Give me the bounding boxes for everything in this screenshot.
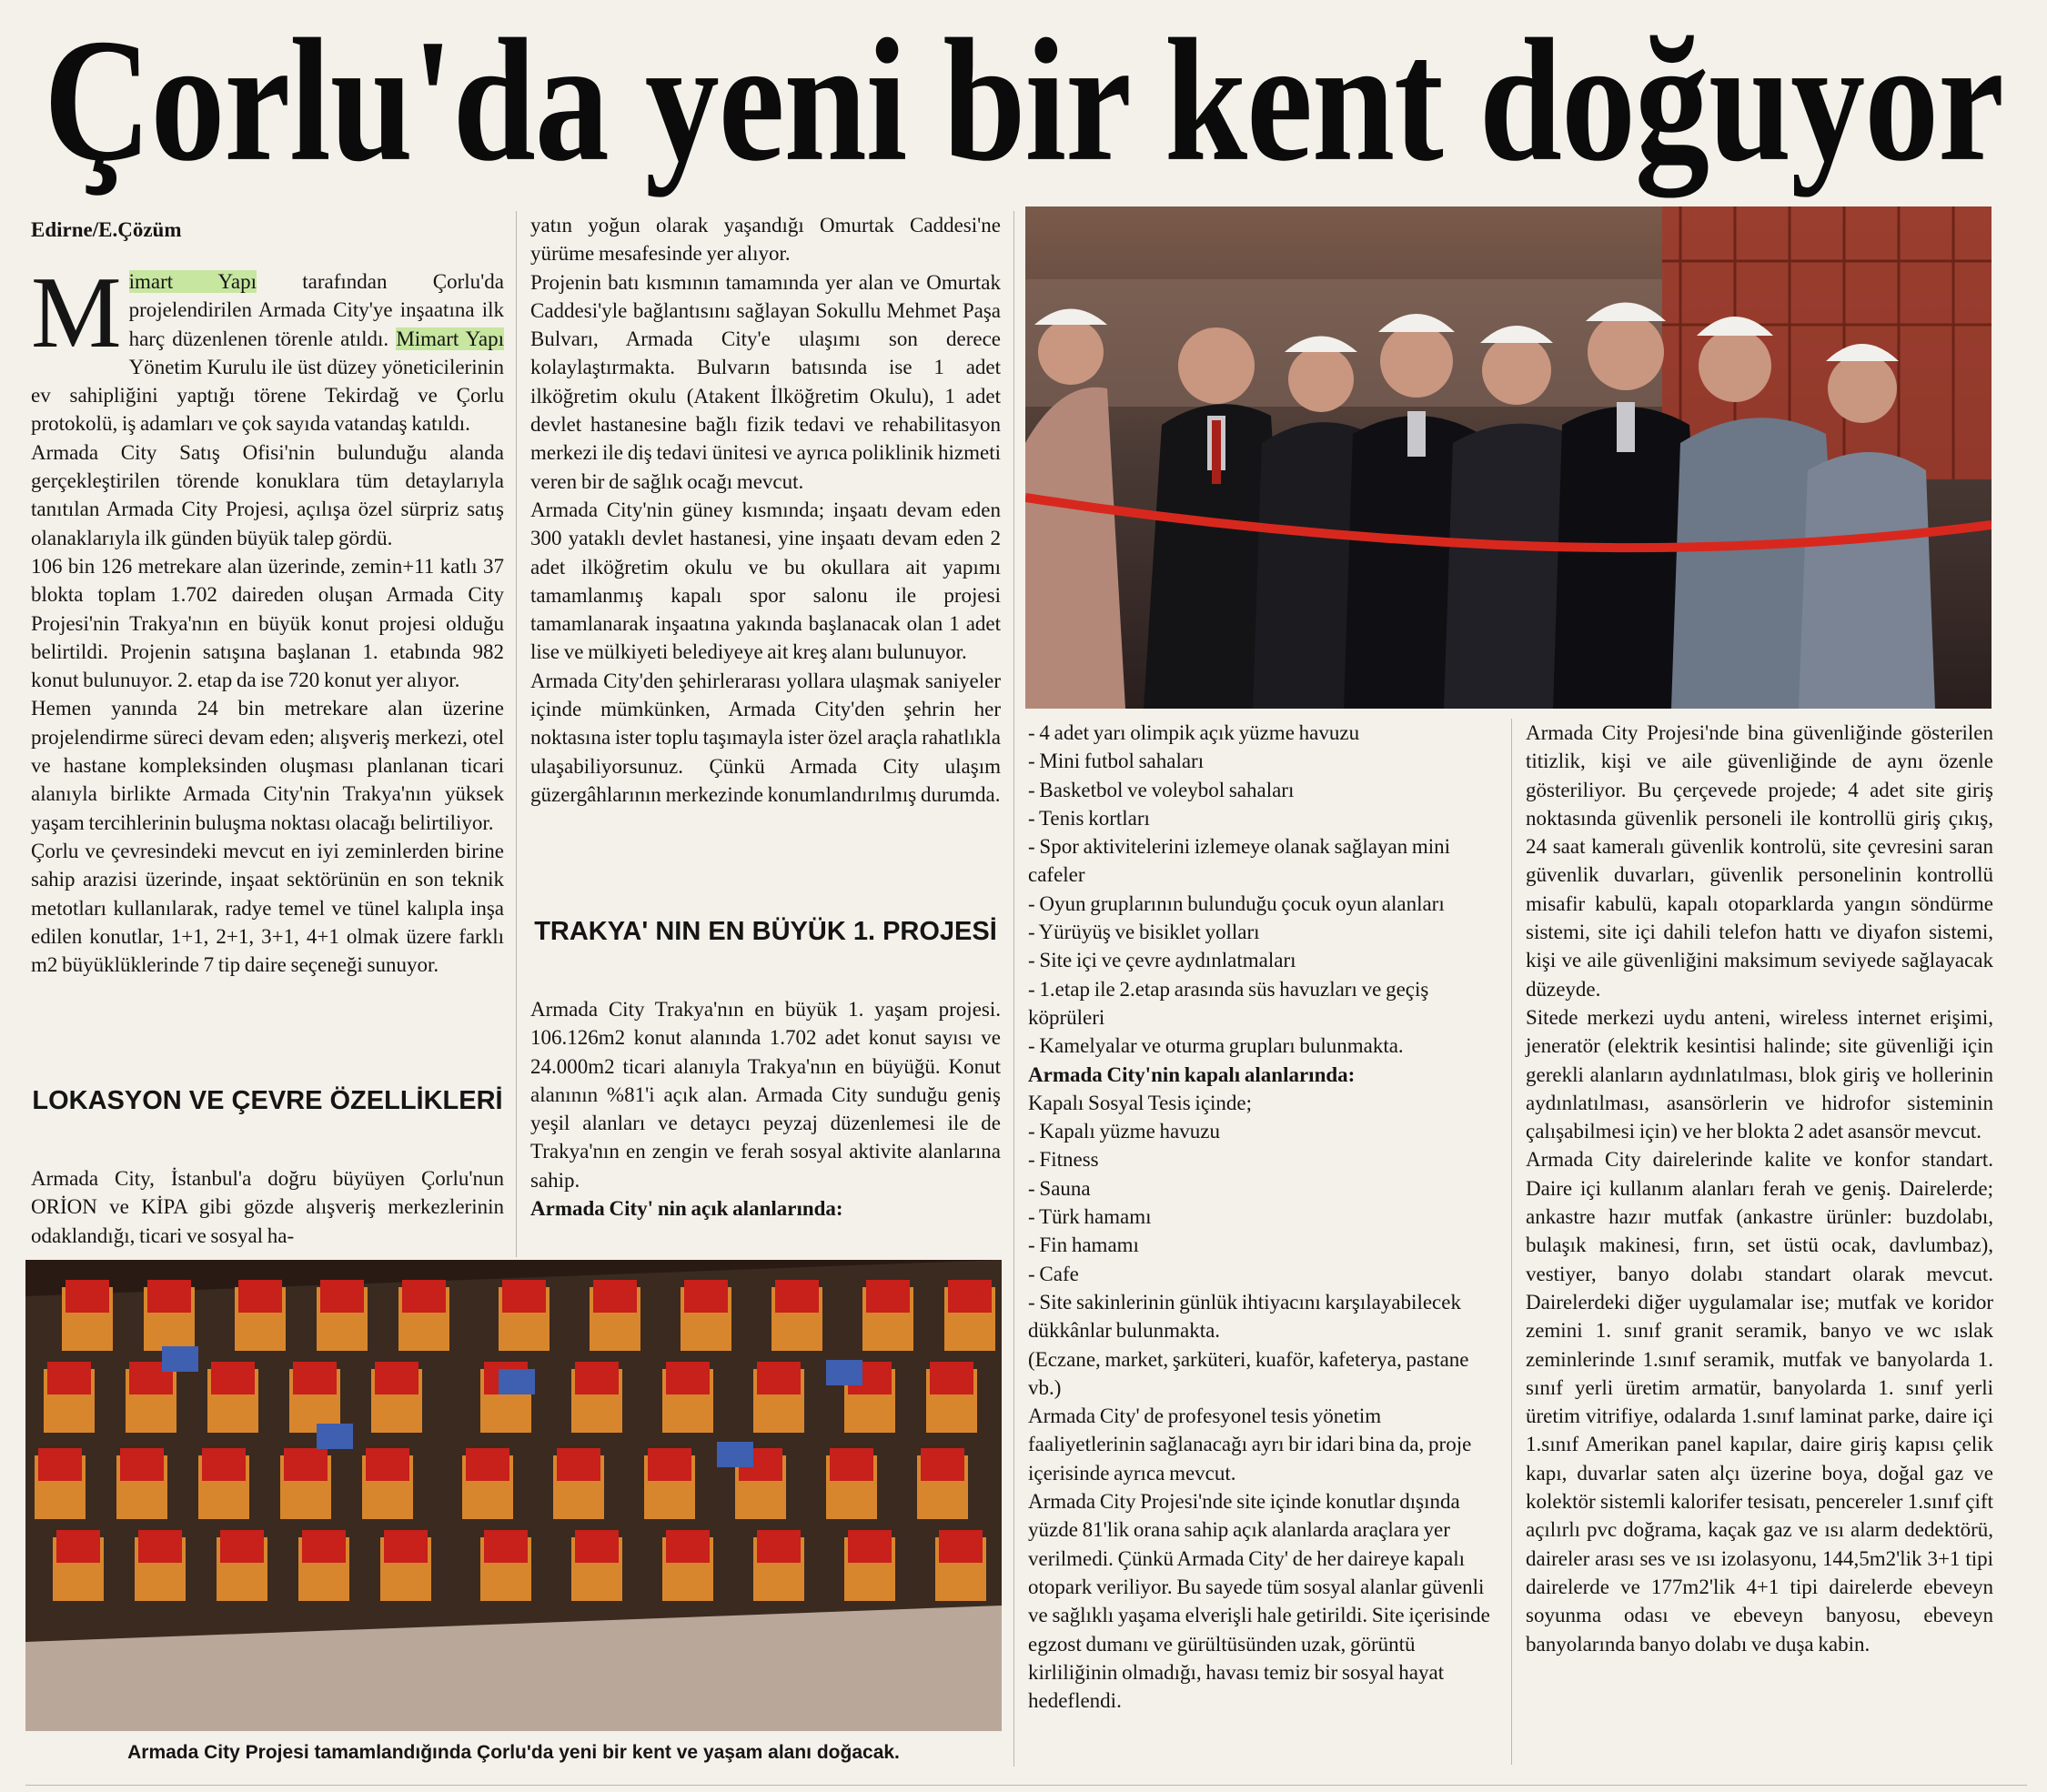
column-divider [1013,211,1014,1767]
pool [499,1369,535,1394]
paragraph: Sitede merkezi uydu anteni, wireless internet erişimi, jeneratör (elektrik kesintisi halinde; site güvenliği için gerekli alanların aydınlatılması, blok giriş ve hollerinin aydınlatılması, asansörlerin ve hidrofor sisteminin çalışabilmesi için) ve her blokta 2 adet asansör mevcut. [1526,1005,1993,1143]
subhead-location: LOKASYON VE ÇEVRE ÖZELLİKLERİ [32,1086,503,1115]
list-item: - Kapalı yüzme havuzu [1028,1120,1220,1143]
building-roof [684,1280,728,1313]
article-column-2-continued [530,995,1001,1223]
list-item: - Fitness [1028,1148,1099,1172]
paragraph: Armada City'den şehirlerarası yollara ulaşmak saniyeler içinde mümkünken, Armada City'den şehrin her noktasına ister toplu taşımayla ister özel araçla rahatlıkla ulaşabiliyorsunuz. Çünkü Armada City ulaşım güzergâhlarının merkezinde konumlandırılmış durumda. [530,669,1001,806]
building-roof [648,1448,691,1481]
paragraph: Armada City'nin güney kısmında; inşaatı devam eden 300 yataklı devlet hastanesi, yine inşaatı devam eden 2 adet ilköğretim okulu ve bu okullara ait yapımı tamamlanmış kapalı spor salonu ile projesi tamamlanarak inşaatına yakında başlanacak olan 1 adet lise ve mülkiyeti belediyeye ait kreş alanı bulunuyor. [530,498,1001,664]
column-divider [1511,719,1512,1765]
closed-areas-intro: Kapalı Sosyal Tesis içinde; [1028,1091,1253,1114]
building-roof [593,1280,637,1313]
building-roof [866,1280,910,1313]
list-item: - Cafe [1028,1262,1079,1285]
ceremony-photo [1025,206,1992,709]
list-item: - Kamelyalar ve oturma grupları bulunmakta. [1028,1034,1404,1058]
building-roof [138,1530,182,1563]
building-roof [202,1448,246,1481]
building-roof [757,1362,801,1394]
building-roof [238,1280,282,1313]
pool [717,1442,753,1467]
pool [317,1424,353,1449]
paragraph: Armada City Trakya'nın en büyük 1. yaşam projesi. 106.126m2 konut alanında 1.702 adet konut sayısı ve 24.000m2 ticari alanıyla Trakya'nın en büyüğü. Konut alanının %81'i açık alan. Armada City sunduğu geniş yeşil alanları ve detaycı peyzaj düzenlemesi ile de Trakya'nın en zengin ve ferah sosyal aktivite alanlarına sahip. [530,998,1001,1192]
list-item: - Spor aktivitelerini izlemeye olanak sağlayan mini cafeler [1028,835,1451,887]
paragraph: Projenin batı kısmının tamamında yer alan ve Omurtak Caddesi'yle bağlantısını sağlayan Sokullu Mehmet Paşa Bulvarı, Armada City'e ulaşımı son derece kolaylaştırmakta. Bulvarın batısında ise 1 adet ilköğretim okulu (Atakent İlköğretim Okulu), 1 adet devlet hastanesine bağlı fizik tedavi ve rehabilitasyon merkezi ile diş tedavi ünitesi ve ayrıca poliklinik hizmeti veren bir de sağlık ocağı mevcut. [530,270,1001,493]
list-item: - Türk hamamı [1028,1205,1152,1229]
ceremony-photo-graphic [1025,206,1992,709]
dropcap: M [31,257,122,369]
building-roof [66,1280,109,1313]
building-roof [948,1280,992,1313]
subhead-trakya: TRAKYA' NIN EN BÜYÜK 1. PROJESİ [534,917,997,946]
list-item: - Site sakinlerinin günlük ihtiyacını karşılayabilecek dükkânlar bulunmakta. [1028,1290,1461,1343]
building-roof [830,1448,873,1481]
building-roof [47,1362,91,1394]
building-roof [502,1280,546,1313]
paragraph: 106 bin 126 metrekare alan üzerinde, zemin+11 katlı 37 blokta toplam 1.702 daireden oluşan Armada City Projesi'nin Trakya'nın en büyük konut projesi olduğu belirtildi. Projenin satışına başlanan 1. etabında 982 konut bulunuyor. 2. etap da ise 720 konut yer alıyor. [31,554,504,692]
building-roof [366,1448,409,1481]
building-roof [38,1448,82,1481]
building-roof [575,1362,619,1394]
paragraph: Armada City Projesi'nde site içinde konutlar dışında yüzde 81'lik orana sahip açık alanlarda araçlara yer verilmedi. Çünkü Armada City' de her daireye kapalı otopark veriliyor. Bu sayede tüm sosyal alanlar güvenli ve sağlıklı yaşama elverişli hale getirildi. Site içerisinde egzost dumanı ve gürültüsünden uzak, görüntü kirliliğinin olmadığı, havası temiz bir sosyal hayat hedeflendi. [1028,1490,1490,1713]
bottom-rule [25,1785,2027,1786]
building-roof [775,1280,819,1313]
aerial-render-graphic [25,1260,1002,1731]
paragraph: Armada City Satış Ofisi'nin bulunduğu alanda gerçekleştirilen törende konuklara tüm detaylarıyla tanıtılan Armada City Projesi, açılışa özel sürpriz satış olanaklarıyla ilk günden büyük talep gördü. [31,440,504,549]
list-item: - 1.etap ile 2.etap arasında süs havuzları ve geçiş köprüleri [1028,977,1429,1029]
headline: Çorlu'da yeni bir kent doğuyor [44,3,2003,198]
article-column-3 [1028,719,1496,1715]
list-item: - Mini futbol sahaları [1028,750,1205,773]
building-roof [120,1448,164,1481]
paragraph: Armada City dairelerinde kalite ve konfor standart. Daire içi kullanım alanları ferah ve geniş. Dairelerde; ankastre hazır mutfak (ankastre ürünler: buzdolabı, bulaşık makinesi, fırın, set üstü ocak, davlumbaz), vestiyer, banyo dolabı standart olarak mevcut. Dairelerdeki diğer uygulamalar ise; mutfak ve koridor zemini 1. sınıf granit seramik, banyo ve wc ıslak zeminlerinde 1.sınıf seramik, mutfak ve banyolarda 1. sınıf yerli üretim armatür, banyolarda 1. sınıf yerli üretim vitrifiye, odalarda 1.sınıf laminat parke, daire içi 1.sınıf Amerikan panel kapılar, daire giriş kapısı çelik kapı, duvarlar saten alçı üzerine boya, doğal gaz ve kolektör sistemli kalorifer tesisatı, pencereler 1.sınıf çift açılırlı pvc doğrama, kaçak gaz ve ısı alarm dedektörü, daireler arası ses ve ısı izolasyonu, 144,5m2'lik 3+1 tipi dairelerde ve 177m2'lik 4+1 tipi dairelerde ebeveyn soyunma odası ve ebeveyn banyosu, ebeveyn banyolarında banyo dolabı ve duşa kabin. [1526,1148,1993,1656]
highlighted-text: imart Yapı [128,270,257,293]
list-item: - Site içi ve çevre aydınlatmaları [1028,949,1296,972]
closed-areas-title: Armada City'nin kapalı alanlarında: [1028,1062,1356,1086]
building-roof [211,1362,255,1394]
list-item: (Eczane, market, şarküteri, kuaför, kafeterya, pastane vb.) [1028,1347,1469,1399]
article-column-1 [31,257,504,979]
paragraph: yatın yoğun olarak yaşandığı Omurtak Caddesi'ne yürüme mesafesinde yer alıyor. [530,214,1001,266]
building-roof [147,1280,191,1313]
list-item: - Oyun gruplarının bulunduğu çocuk oyun alanları [1028,891,1445,915]
paragraph: Çorlu ve çevresindeki mevcut en iyi zeminlerden birine sahip arazisi üzerinde, inşaat sektörünün en son teknik metotları kullanılarak, radye temel ve tünel kalıpla inşa edilen konutlar, 1+1, 2+1, 3+1, 4+1 olmak üzere farklı m2 büyüklüklerinde 7 tip daire seçeneği sunuyor. [31,839,504,977]
paragraph: Hemen yanında 24 bin metrekare alan üzerine projelendirme süreci devam eden; alışveriş merkezi, otel ve hastane kompleksinden oluşması planlanan ticari alanıyla birlikte Armada City'nin Trakya'nın yüksek yaşam tercihlerinin buluşma noktası olacağı belirtiliyor. [31,697,504,834]
building-roof [375,1362,418,1394]
list-item: - Yürüyüş ve bisiklet yolları [1028,921,1260,944]
article-column-2 [530,211,1001,809]
article-column-1-continued [31,1164,504,1250]
building-roof [284,1448,328,1481]
building-roof [921,1448,964,1481]
building-roof [220,1530,264,1563]
building-roof [466,1448,509,1481]
building-roof [384,1530,428,1563]
building-roof [56,1530,100,1563]
building-roof [293,1362,337,1394]
paragraph: Armada City' de profesyonel tesis yönetim faaliyetlerinin sağlanacağı ayrı bir idari bina da, proje içerisinde ayrıca mevcut. [1028,1404,1472,1485]
byline: Edirne/E.Çözüm [31,218,182,241]
paragraph: Armada City Projesi'nde bina güvenliğinde gösterilen titizlik, kişi ve aile güvenliğinde de aynı özenle gösteriliyor. Bu çerçevede projede; 4 adet site giriş noktasında güvenlik personeli ile kontrollü giriş çıkış, 24 saat kameralı güvenlik kontrolü, site çevresini saran güvenlik duvarları, güvenlik personelinin kontrollü misafir kabulü, kapalı otoparklarda yangın söndürme sistemi, site içi dahili telefon hattı ve diyafon sistemi, kişi ve aile güvenliğini maksimum seviyede sağlayacak düzeyde. [1526,721,1993,1001]
building-roof [757,1530,801,1563]
building-roof [302,1530,346,1563]
building-roof [575,1530,619,1563]
building-roof [557,1448,600,1481]
building-roof [848,1530,892,1563]
highlighted-text: Mimart Yapı [396,327,504,350]
building-roof [320,1280,364,1313]
article-column-4 [1526,719,1993,1658]
list-item: - Fin hamamı [1028,1233,1139,1257]
list-item: - Basketbol ve voleybol sahaları [1028,778,1295,801]
list-item: - 4 adet yarı olimpik açık yüzme havuzu [1028,721,1360,744]
pool [162,1346,198,1372]
open-areas-title: Armada City' nin açık alanlarında: [530,1197,843,1221]
list-item: - Tenis kortları [1028,806,1150,830]
photo-caption: Armada City Projesi tamamlandığında Çorlu'da yeni bir kent ve yaşam alanı doğacak. [127,1742,900,1763]
building-roof [666,1362,710,1394]
building-roof [939,1530,983,1563]
paragraph: Armada City, İstanbul'a doğru büyüyen Çorlu'nun ORİON ve KİPA gibi gözde alışveriş merkezlerinin odaklandığı, ticari ve sosyal ha- [31,1167,504,1247]
list-item: - Sauna [1028,1176,1091,1200]
building-roof [484,1530,528,1563]
pool [826,1360,862,1385]
building-roof [666,1530,710,1563]
aerial-render-photo [25,1260,1002,1731]
building-roof [930,1362,973,1394]
column-divider [516,211,517,1257]
building-roof [402,1280,446,1313]
intro-paragraph: Mimart Yapı tarafından Çorlu'da projelendirilen Armada City'ye inşaatına ilk harç düzenlenen törenle atıldı. Mimart Yapı Yönetim Kurulu ile üst düzey yöneticilerinin ev sahipliğini yaptığı törene Tekirdağ ve Çorlu protokolü, iş adamları ve çok sayıda vatandaş katıldı. [31,257,504,436]
